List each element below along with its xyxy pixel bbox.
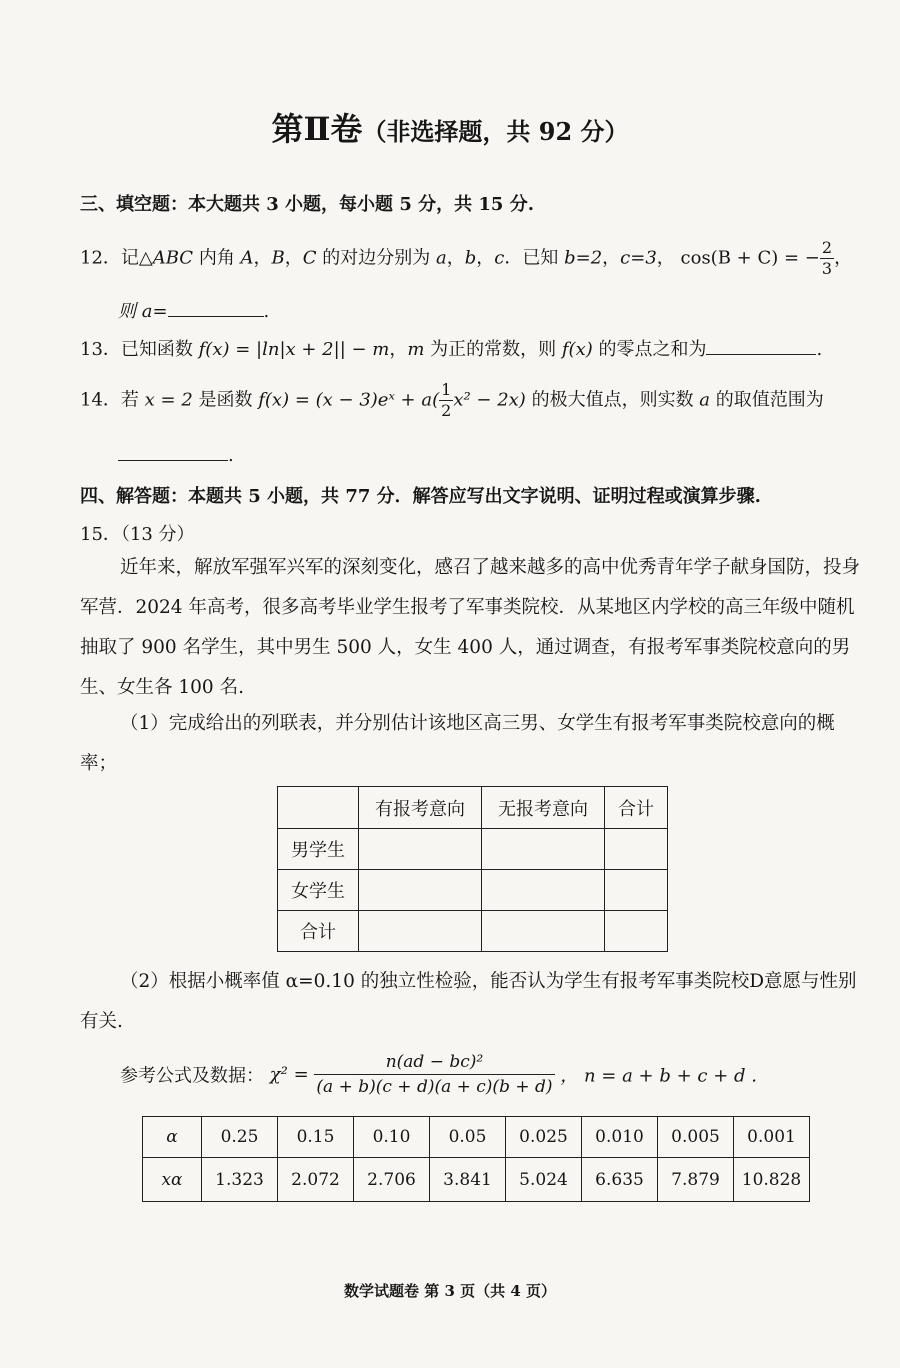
alpha-cell: 0.05 <box>430 1117 506 1158</box>
chi-square-fraction: $\frac{\text{n(ad − bc)²}}{(a + b)(c + d)(a + c)(b + d)}$ <box>316 1052 553 1097</box>
critical-value-cell: 10.828 <box>734 1158 810 1202</box>
alpha-cell: 0.15 <box>278 1117 354 1158</box>
question-15-part-1: （1）完成给出的列联表，并分别估计该地区高三男、女学生有报考军事类院校意向的概率； <box>80 713 835 774</box>
table-row <box>143 1117 810 1158</box>
page-title <box>0 104 900 150</box>
table-empty-cell[interactable] <box>605 829 668 870</box>
critical-value-cell: 6.635 <box>582 1158 658 1202</box>
table-empty-cell[interactable] <box>482 870 605 911</box>
fraction-one-half: $\frac{1}{2}$ <box>441 380 452 420</box>
critical-value-cell: 1.323 <box>202 1158 278 1202</box>
alpha-cell: 0.10 <box>354 1117 430 1158</box>
question-15-part-2: （2）根据小概率值 α=0.10 的独立性检验，能否认为学生有报考军事类院校D意愿与性别有关. <box>80 971 857 1032</box>
answer-blank-13[interactable] <box>706 354 816 355</box>
table-empty-cell[interactable] <box>359 870 482 911</box>
table-row-label: 合计 <box>278 911 359 952</box>
part-subtitle: （非选择题，共 92 分） <box>362 117 629 146</box>
question-13: 13．已知函数 f(x) = |ln|x + 2|| − m，m 为正的常数，则 f(x) 的零点之和为 . <box>80 339 823 360</box>
critical-value-cell: 5.024 <box>506 1158 582 1202</box>
table-row <box>278 829 668 870</box>
question-15-body: 近年来，解放军强军兴军的深刻变化，感召了越来越多的高中优秀青年学子献身国防，投身军营．2024 年高考，很多高考毕业学生报考了军事类院校．从某地区内学校的高三年级中随机抽取了 900 名学生，其中男生 500 人，女生 400 人，通过调查，有报考军事类院校意向的男生、女生各 100 名. <box>80 557 861 698</box>
section-3-heading: 三、填空题：本大题共 3 小题，每小题 5 分，共 15 分. <box>80 194 534 215</box>
n-definition: ， n = a + b + c + d . <box>560 1065 757 1087</box>
alpha-cell: 0.005 <box>658 1117 734 1158</box>
table-header-cell: 合计 <box>605 787 668 829</box>
table-empty-cell[interactable] <box>482 829 605 870</box>
table-empty-cell[interactable] <box>605 870 668 911</box>
question-14-answer-line: . <box>118 445 234 466</box>
answer-blank-14[interactable] <box>118 460 228 461</box>
critical-value-cell: 2.706 <box>354 1158 430 1202</box>
contingency-table <box>277 786 668 952</box>
critical-value-table <box>142 1116 810 1202</box>
critical-value-cell: 3.841 <box>430 1158 506 1202</box>
question-15-label: 15．（13 分） <box>80 524 195 545</box>
alpha-cell: 0.25 <box>202 1117 278 1158</box>
alpha-label: α <box>143 1117 202 1158</box>
x-alpha-label: xα <box>143 1158 202 1202</box>
table-empty-cell[interactable] <box>359 911 482 952</box>
chi-square-symbol: χ² = <box>269 1064 309 1085</box>
table-header-cell <box>278 787 359 829</box>
table-row-label: 女学生 <box>278 870 359 911</box>
alpha-cell: 0.025 <box>506 1117 582 1158</box>
table-row <box>143 1158 810 1202</box>
alpha-cell: 0.001 <box>734 1117 810 1158</box>
reference-label: 参考公式及数据： <box>120 1065 264 1087</box>
table-empty-cell[interactable] <box>482 911 605 952</box>
critical-value-cell: 7.879 <box>658 1158 734 1202</box>
question-14: 14．若 x = 2 是函数 f(x) = (x − 3)eˣ + a( $\frac{1}{2}$ x² − 2x) 的极大值点，则实数 a 的取值范围为 <box>80 380 824 420</box>
answer-blank-12[interactable] <box>168 316 264 317</box>
alpha-cell: 0.010 <box>582 1117 658 1158</box>
table-row <box>278 787 668 829</box>
table-empty-cell[interactable] <box>359 829 482 870</box>
table-header-cell: 有报考意向 <box>359 787 482 829</box>
table-row <box>278 911 668 952</box>
table-row-label: 男学生 <box>278 829 359 870</box>
question-12: 12．记△ABC 内角 A，B，C 的对边分别为 a，b，c．已知 b=2，c=3， cos(B + C) = − $\frac{2}{3}$ ， <box>80 238 853 278</box>
part-title: 第Ⅱ卷 <box>271 110 363 148</box>
table-header-cell: 无报考意向 <box>482 787 605 829</box>
reference-formula <box>120 1050 757 1099</box>
table-empty-cell[interactable] <box>605 911 668 952</box>
page-footer: 数学试题卷 第 3 页（共 4 页） <box>344 1282 556 1300</box>
critical-value-cell: 2.072 <box>278 1158 354 1202</box>
section-4-heading: 四、解答题：本题共 5 小题，共 77 分．解答应写出文字说明、证明过程或演算步骤. <box>80 486 761 507</box>
question-12-answer-line: 则 a= . <box>118 301 270 322</box>
fraction-two-thirds: $\frac{2}{3}$ <box>821 238 833 278</box>
table-row <box>278 870 668 911</box>
